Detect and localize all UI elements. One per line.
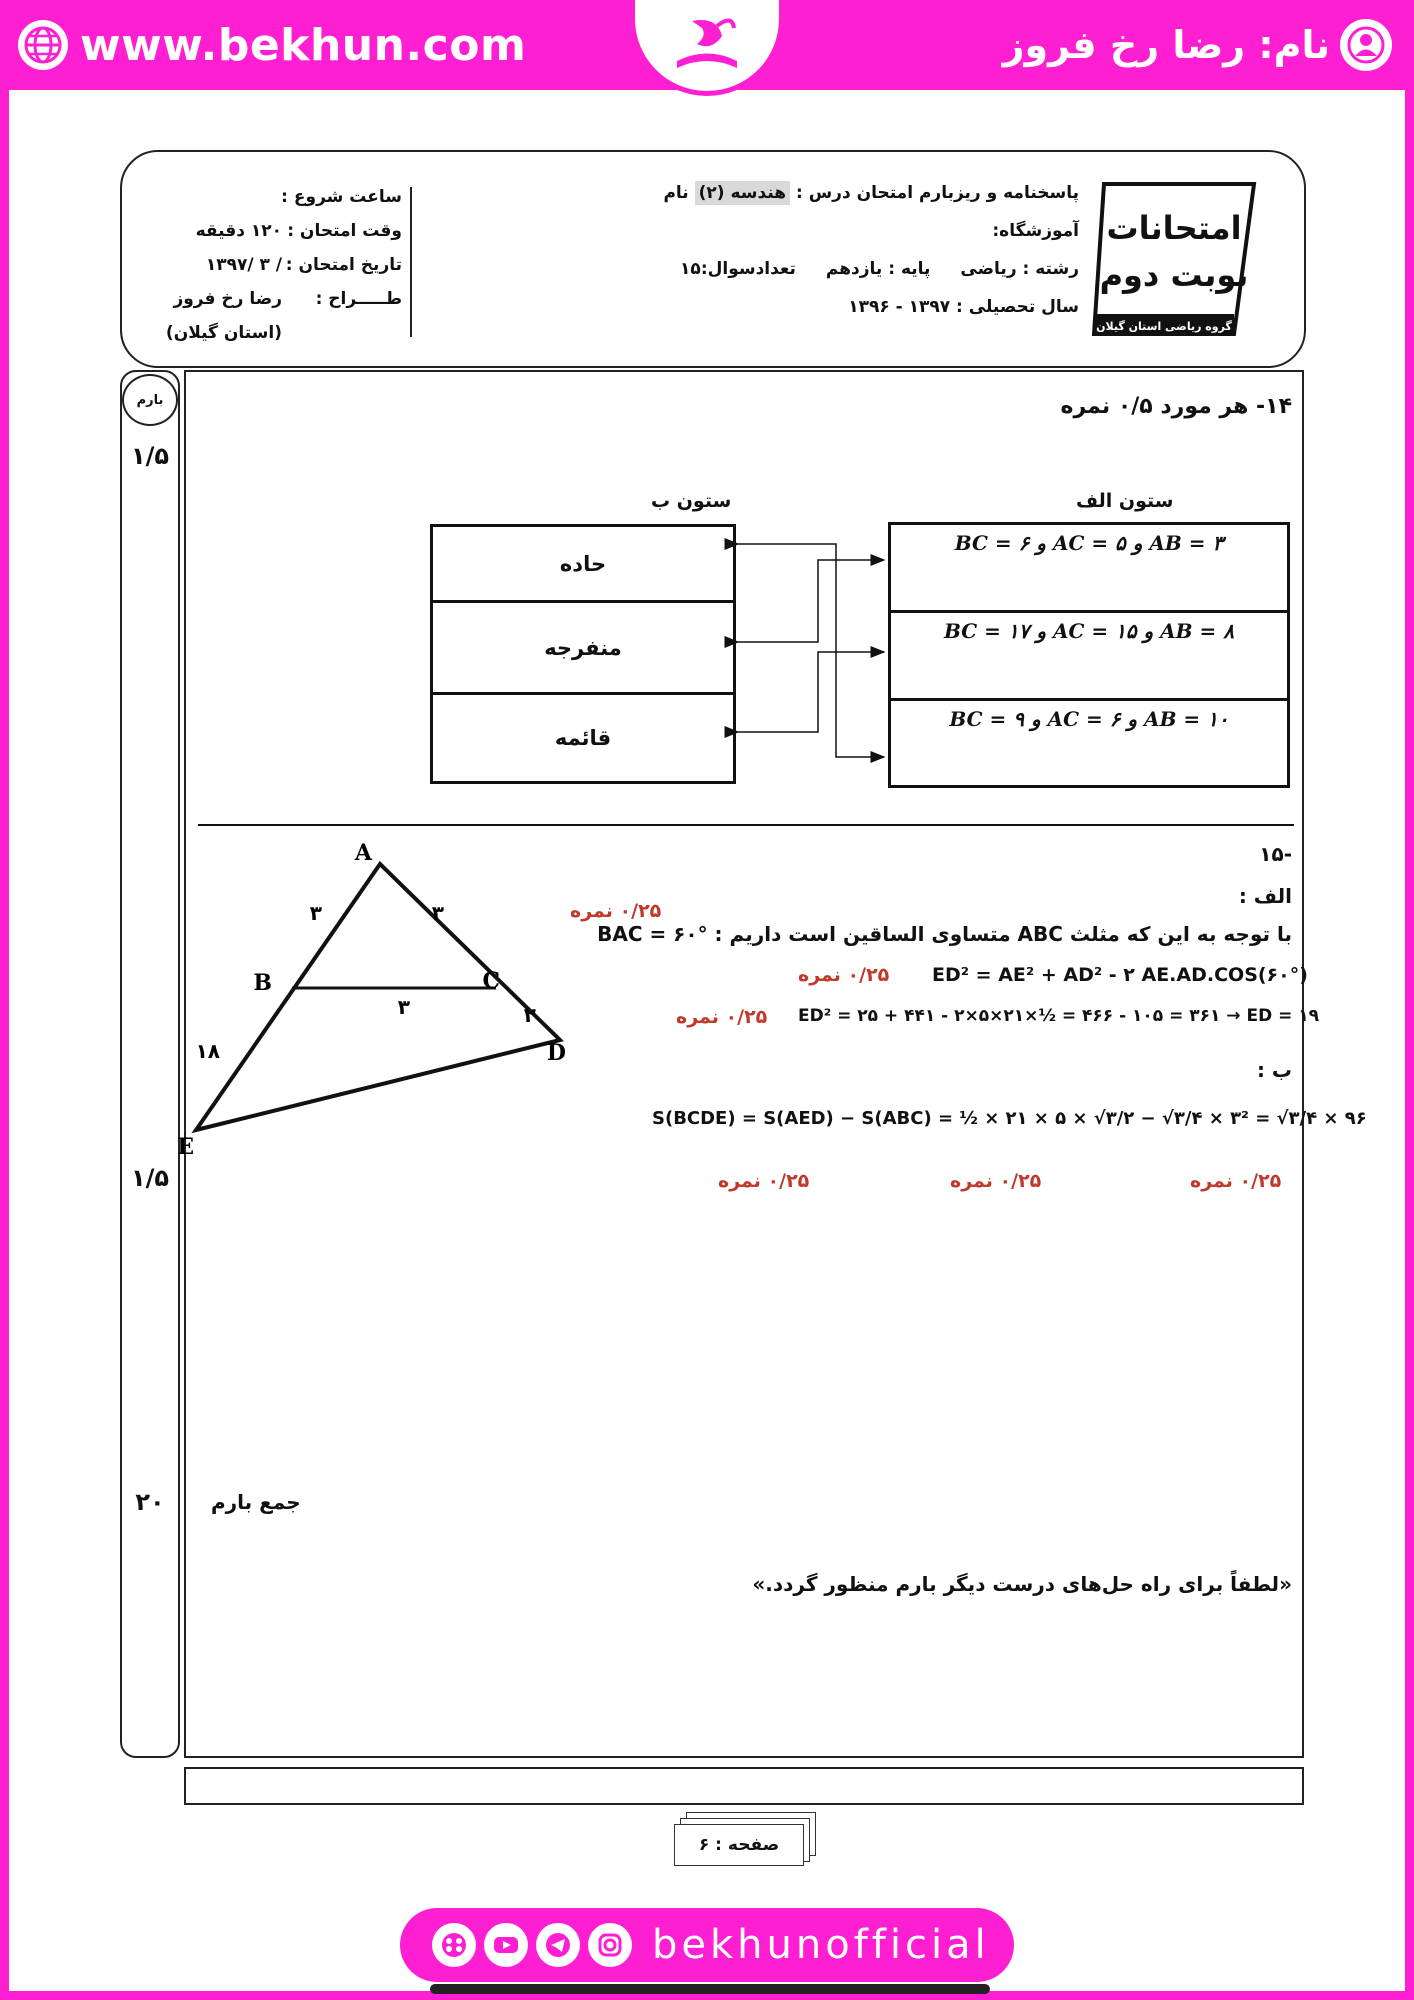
col-a-item: AB = ۳ و AC = ۵ و BC = ۶ bbox=[891, 525, 1287, 613]
column-a bbox=[888, 522, 1290, 788]
site-url[interactable]: www.bekhun.com bbox=[80, 19, 527, 71]
globe-icon bbox=[18, 20, 68, 70]
header-divider bbox=[410, 187, 412, 337]
barem-label: بارم bbox=[122, 374, 178, 426]
start-time-label: ساعت شروع : bbox=[281, 187, 402, 207]
mark-1: ۰/۲۵ نمره bbox=[570, 900, 662, 922]
q15-line1: با توجه به این که مثلث ABC متساوی الساقین است داریم : BAC = ۶۰° bbox=[597, 922, 1292, 946]
vertex-e: E bbox=[177, 1134, 194, 1160]
side-cd: ۲ bbox=[523, 1003, 536, 1027]
part-b-label: ب : bbox=[1256, 1058, 1292, 1082]
part-a-label: الف : bbox=[1238, 884, 1292, 908]
score-q14: ۱/۵ bbox=[130, 442, 170, 470]
side-be: ۱۸ bbox=[195, 1039, 220, 1063]
school-label: نام آموزشگاه: bbox=[663, 183, 1079, 241]
col-a-item: AB = ۱۰ و AC = ۶ و BC = ۹ bbox=[949, 707, 1229, 731]
page-number bbox=[674, 1818, 818, 1866]
column-b bbox=[430, 524, 736, 784]
aparat-icon[interactable] bbox=[432, 1923, 476, 1967]
side-ac: ۳ bbox=[431, 901, 444, 925]
score-total: ۲۰ bbox=[135, 1488, 165, 1516]
user-icon bbox=[1340, 19, 1392, 71]
mark-2: ۰/۲۵ نمره bbox=[798, 964, 890, 986]
question-count: تعدادسوال:۱۵ bbox=[680, 259, 796, 279]
subject: هندسه (۲) bbox=[695, 181, 790, 205]
col-a-title: ستون الف bbox=[1076, 490, 1174, 512]
q15-line2: ED² = AE² + AD² - ۲ AE.AD.COS(۶۰°) bbox=[932, 964, 1308, 986]
title-prefix: پاسخنامه و ریزبارم امتحان درس : bbox=[795, 183, 1079, 203]
date-value: / ۳ /۱۳۹۷ bbox=[205, 255, 282, 275]
designer-value: رضا رخ فروز bbox=[173, 289, 282, 309]
youtube-icon[interactable] bbox=[484, 1923, 528, 1967]
exam-header bbox=[120, 150, 1306, 368]
col-b-item: منفرجه bbox=[433, 603, 733, 695]
mark-5: ۰/۲۵ نمره bbox=[950, 1170, 1042, 1192]
book-logo-icon bbox=[662, 6, 752, 86]
site-link[interactable] bbox=[18, 18, 526, 72]
designer-label: طـــــراح : bbox=[315, 289, 402, 309]
col-b-item: قائمه bbox=[554, 726, 612, 750]
score-q15: ۱/۵ bbox=[130, 1164, 170, 1192]
author-name: نام: رضا رخ فروز bbox=[1002, 23, 1330, 67]
exam-logo bbox=[1084, 174, 1264, 344]
author-block bbox=[1003, 18, 1392, 72]
footer-box bbox=[184, 1767, 1304, 1805]
instagram-icon[interactable] bbox=[588, 1923, 632, 1967]
logo-sub: گروه ریاضی استان گیلان bbox=[1096, 320, 1232, 333]
section-divider bbox=[198, 824, 1294, 826]
q15-line4: S(BCDE) = S(AED) − S(ABC) = ½ × ۲۱ × ۵ × √۳/۲ − √۳/۴ × ۳² = √۳/۴ × ۹۶ bbox=[652, 1108, 1367, 1129]
page-label: صفحه : ۶ bbox=[674, 1824, 804, 1866]
score-column bbox=[120, 370, 180, 1758]
mark-6: ۰/۲۵ نمره bbox=[718, 1170, 810, 1192]
date-label: تاریخ امتحان : bbox=[285, 255, 402, 275]
q14-title: ۱۴- هر مورد ۰/۵ نمره bbox=[1060, 394, 1292, 419]
vertex-a: A bbox=[354, 840, 372, 866]
social-bar[interactable] bbox=[400, 1908, 1014, 1982]
grade: پایه : یازدهم bbox=[825, 259, 931, 279]
vertex-b: B bbox=[253, 970, 272, 996]
year: سال تحصیلی : ۱۳۹۷ - ۱۳۹۶ bbox=[848, 297, 1079, 317]
col-b-title: ستون ب bbox=[651, 490, 732, 512]
vertex-d: D bbox=[546, 1040, 566, 1066]
matching-arrows bbox=[736, 532, 896, 792]
pill-shadow bbox=[430, 1984, 990, 1994]
logo-line2: نوبت دوم bbox=[1099, 256, 1249, 294]
col-b-item: حاده bbox=[433, 527, 733, 603]
exam-info bbox=[579, 174, 1079, 326]
total-label: جمع بارم bbox=[211, 1490, 301, 1514]
exam-meta bbox=[140, 180, 402, 350]
footnote: «لطفاً برای راه حل‌های درست دیگر بارم منظور گردد.» bbox=[752, 1572, 1292, 1596]
answer-area bbox=[177, 370, 1367, 1758]
duration-label: وقت امتحان : bbox=[287, 221, 402, 241]
mark-3: ۰/۲۵ نمره bbox=[676, 1006, 768, 1028]
telegram-icon[interactable] bbox=[536, 1923, 580, 1967]
side-bc: ۳ bbox=[397, 995, 410, 1019]
triangle-figure bbox=[177, 840, 606, 1160]
q15-line3: ED² = ۲۵ + ۴۴۱ - ۲×۵×۲۱×½ = ۴۶۶ - ۱۰۵ = ۳۶۱ → ED = ۱۹ bbox=[798, 1006, 1320, 1026]
mark-4: ۰/۲۵ نمره bbox=[1190, 1170, 1282, 1192]
logo-line1: امتحانات bbox=[1106, 209, 1242, 247]
col-a-item: AB = ۸ و AC = ۱۵ و BC = ۱۷ bbox=[891, 613, 1287, 701]
q15-number: -۱۵ bbox=[1259, 842, 1292, 866]
vertex-c: C bbox=[482, 968, 500, 994]
side-ab: ۳ bbox=[309, 901, 322, 925]
social-handle[interactable]: bekhunofficial bbox=[652, 1922, 990, 1968]
province: (استان گیلان) bbox=[165, 323, 282, 343]
duration-value: ۱۲۰ دقیقه bbox=[195, 221, 282, 241]
field: رشته : ریاضی bbox=[960, 259, 1079, 279]
